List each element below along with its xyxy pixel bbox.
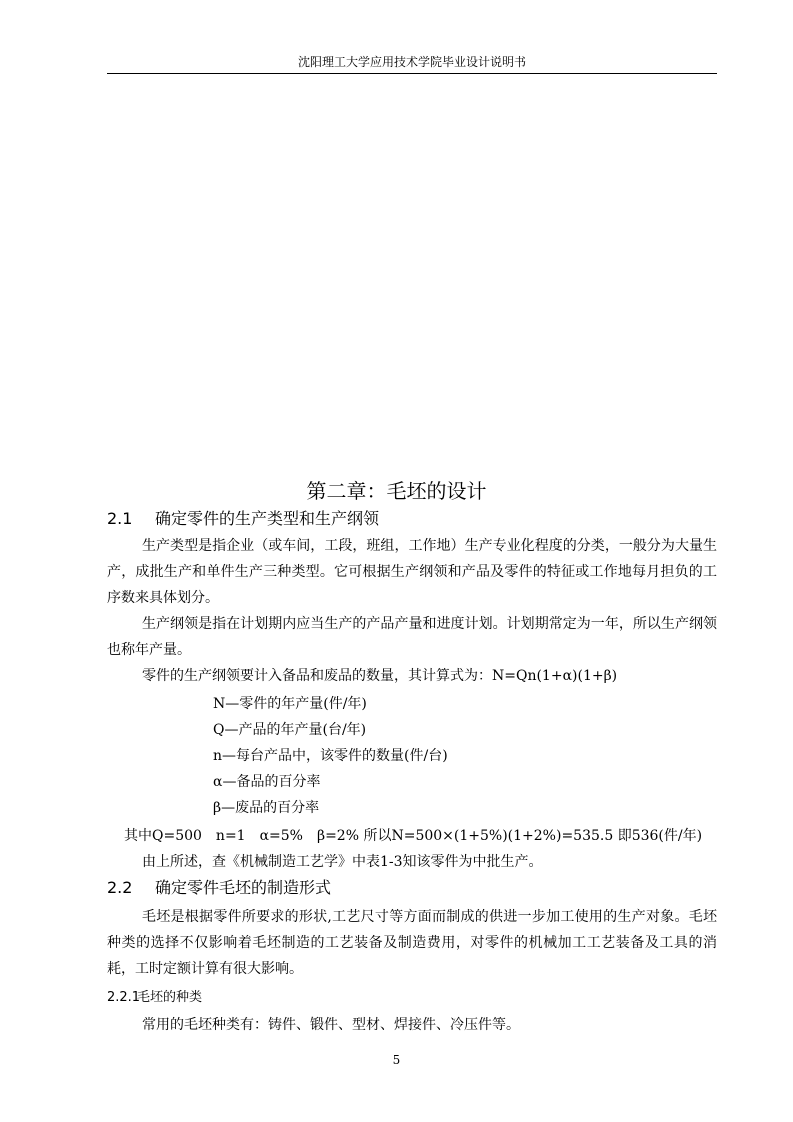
section-heading-2-2-1 <box>107 988 202 1008</box>
section-number: 2.2.1 <box>107 990 141 1005</box>
page-header: 沈阳理工大学应用技术学院毕业设计说明书 <box>297 55 526 69</box>
formula-intro: 零件的生产纲领要计入备品和废品的数量，其计算式为：N=Qn(1+α)(1+β) <box>142 668 618 684</box>
calculation-line: 其中Q=500 n=1 α=5% β=2% 所以N=500×(1+5%)(1+2%)=535.5 即536(件/年) <box>124 828 703 844</box>
section-title: 确定零件毛坯的制造形式 <box>155 878 332 897</box>
section-title: 毛坯的种类 <box>137 990 203 1005</box>
page-number: 5 <box>392 1053 401 1067</box>
section-number: 2.1 <box>107 509 133 528</box>
conclusion-line: 由上所述，查《机械制造工艺学》中表1-3知该零件为中批生产。 <box>142 854 543 870</box>
definition-item: N—零件的年产量(件/年) <box>213 696 367 712</box>
paragraph-blank-types: 常用的毛坯种类有：铸件、锻件、型材、焊接件、冷压件等。 <box>142 1017 520 1033</box>
definition-item: Q—产品的年产量(台/年) <box>213 722 367 738</box>
paragraph-production-type: 生产类型是指企业（或车间，工段，班组，工作地）生产专业化程度的分类，一般分为大量生产，成批生产和单件生产三种类型。它可根据生产纲领和产品及零件的特征或工作地每月担负的工序数来具体划分。 <box>107 538 717 606</box>
definition-item: n—每台产品中，该零件的数量(件/台) <box>213 748 448 764</box>
definition-item: β—废品的百分率 <box>213 800 320 816</box>
paragraph-production-program: 生产纲领是指在计划期内应当生产的产品产量和进度计划。计划期常定为一年，所以生产纲领也称年产量。 <box>107 616 717 658</box>
section-heading-2-2 <box>107 877 331 899</box>
definition-item: α—备品的百分率 <box>213 774 321 790</box>
chapter-title: 第二章：毛坯的设计 <box>306 479 487 503</box>
section-heading-2-1 <box>107 508 379 530</box>
section-title: 确定零件的生产类型和生产纲领 <box>155 509 380 528</box>
header-divider <box>107 73 717 74</box>
section-number: 2.2 <box>107 878 133 897</box>
paragraph-blank-definition: 毛坯是根据零件所要求的形状,工艺尺寸等方面而制成的供进一步加工使用的生产对象。毛坯种类的选择不仅影响着毛坯制造的工艺装备及制造费用，对零件的机械加工工艺装备及工具的消耗，工时定额计算有很大影响。 <box>107 909 717 977</box>
